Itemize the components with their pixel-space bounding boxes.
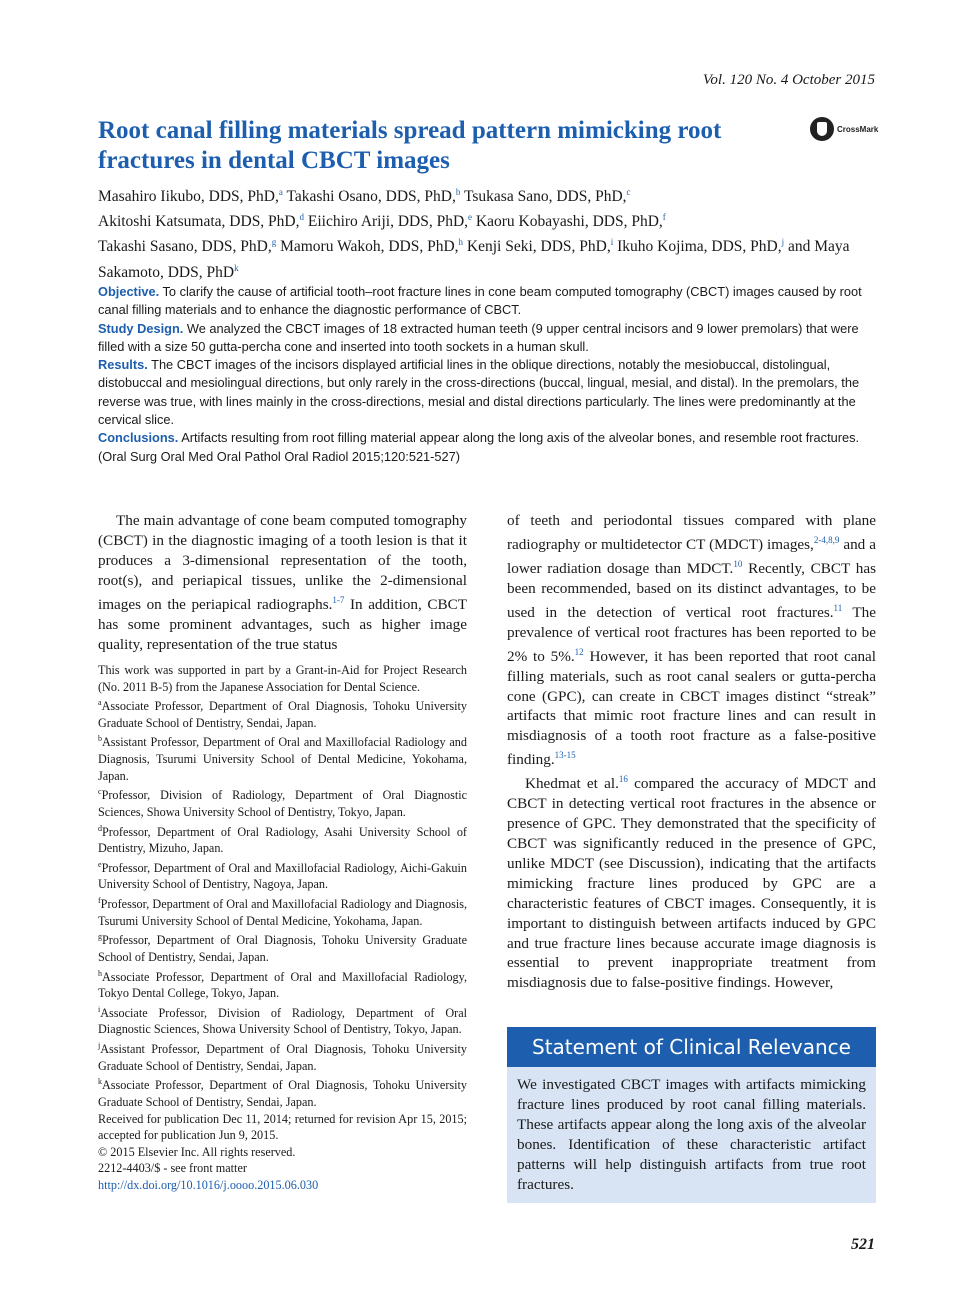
crossmark-label: CrossMark xyxy=(837,124,879,134)
clinical-relevance-text: We investigated CBCT images with artifacts mimicking fracture lines produced by root canal filling materials. These artifacts appear along the long axis of the alveolar bones. Identification of these characteristic artifact patterns will help distinguish artifacts from true root fractures. xyxy=(517,1076,866,1193)
affiliation-note: $^d$Professor, Department of Oral Radiology, Asahi University School of Dentistry, Mizuho, Japan. xyxy=(98,823,467,856)
author: Tsukasa Sano, DDS, PhD,$^c$ xyxy=(463,187,631,206)
article-title: Root canal filling materials spread pattern mimicking root fractures in dental CBCT images xyxy=(98,117,722,174)
funding-note: This work was supported in part by a Grant-in-Aid for Project Research (No. 2011 B-5) from the Japanese Association for Dental Science. xyxy=(98,663,467,694)
affiliation-note: $^h$Associate Professor, Department of Oral and Maxillofacial Radiology, Tokyo Dental College, Tokyo, Japan. xyxy=(98,968,467,1001)
intro-paragraph: The main advantage of cone beam computed tomography (CBCT) in the diagnostic imaging of a tooth lesion is that it produces a 3-dimensional representation of the tooth, root(s), and periapical tissues, unlike the 2-dimensional images on the periapical radiographs.$^{1-7}$ In addition, CBCT has some prominent advantages, such as higher image quality, representation of the true status xyxy=(98,512,468,653)
abstract xyxy=(98,283,876,466)
affiliation-note: $^a$Associate Professor, Department of Oral Diagnosis, Tohoku University Graduate School of Dentistry, Sendai, Japan. xyxy=(98,698,467,730)
intro-paragraph-continued: of teeth and periodontal tissues compared with plane radiography or multidetector CT (MDCT) images,$^{2-4,8,9}$ and a lower radiation dosage than MDCT.$^{10}$ Recently, CBCT has been recommended, based on its distinct advantages, to be used in the detection of vertical root fractures.$^{11}$ The prevalence of vertical root fractures has been reported to be 2% to 5%.$^{12}$ However, it has been reported that root canal filling materials, such as root canal sealers or gutta-percha cone (GPC), can create in CBCT images distinct “streak” artifacts that mimic root fracture lines and can result in misdiagnosis of a tooth root fracture as a false-positive finding.$^{13-15}$ xyxy=(507,512,876,769)
affiliation-note: $^b$Assistant Professor, Department of Oral and Maxillofacial Radiology and Diagnosis, Tsurumi University School of Dental Medicine, Yokohama, Japan. xyxy=(98,734,467,783)
author: Ikuho Kojima, DDS, PhD,$^j$ xyxy=(617,237,785,256)
citation-link[interactable]: 11 xyxy=(833,602,843,613)
journal-citation: Vol. 120 No. 4 October 2015 xyxy=(702,72,875,88)
abstract-conclusions: Conclusions. Artifacts resulting from root filling material appear along the long axis of the alveolar bones, and resemble root fractures. (Oral Surg Oral Med Oral Pathol Oral Radiol 2015;120:521-527) xyxy=(98,430,860,464)
khedmat-paragraph: Khedmat et al.$^{16}$ compared the accuracy of MDCT and CBCT in detecting vertical root fractures in the absence or presence of GPC. They demonstrated that the specificity of CBCT was significantly reduced in the presence of GPC, unlike MDCT (see Discussion), indicating that the artifacts mimicking fracture lines produced by GPC are a characteristic features of CBCT images. Consequently, it is important to distinguish between artifacts induced by GPC and true fracture lines because accurate image diagnosis is essential to prevent inappropriate treatment from misdiagnosis due to false-positive findings. However, xyxy=(507,774,876,992)
clinical-relevance-box xyxy=(507,1027,876,1203)
citation-link[interactable]: 1-7 xyxy=(332,594,345,605)
author: Kenji Seki, DDS, PhD,$^i$ xyxy=(466,237,614,256)
author: Takashi Osano, DDS, PhD,$^b$ xyxy=(286,187,461,206)
citation-link[interactable]: 13-15 xyxy=(554,750,576,761)
author: Masahiro Iikubo, DDS, PhD,$^a$ xyxy=(98,187,283,206)
affiliation-note: $^j$Assistant Professor, Department of Oral Diagnosis, Tohoku University Graduate School of Dentistry, Sendai, Japan. xyxy=(98,1041,467,1073)
author: Akitoshi Katsumata, DDS, PhD,$^d$ xyxy=(98,212,304,231)
issn: 2212-4403/$ - see front matter xyxy=(98,1161,247,1176)
copyright: © 2015 Elsevier Inc. All rights reserved. xyxy=(98,1144,296,1159)
received-dates: Received for publication Dec 11, 2014; returned for revision Apr 15, 2015; accepted for publication Jun 9, 2015. xyxy=(98,1111,467,1143)
affiliation-note: $^g$Professor, Department of Oral Diagnosis, Tohoku University Graduate School of Dentistry, Sendai, Japan. xyxy=(98,932,467,964)
author: Kaoru Kobayashi, DDS, PhD,$^f$ xyxy=(475,212,666,231)
crossmark-badge[interactable] xyxy=(810,117,878,141)
affiliation-note: $^i$Associate Professor, Division of Radiology, Department of Oral Diagnostic Sciences, Showa University School of Dentistry, Tokyo, Japan. xyxy=(98,1004,467,1037)
affiliation-note: $^f$Professor, Department of Oral and Maxillofacial Radiology and Diagnosis, Tsurumi University School of Dental Medicine, Yokohama, Japan. xyxy=(98,896,467,928)
citation-link[interactable]: 12 xyxy=(574,646,584,657)
author: Takashi Sasano, DDS, PhD,$^g$ xyxy=(98,237,277,256)
crossmark-icon xyxy=(810,117,834,141)
abstract-results: Results. The CBCT images of the incisors displayed artificial lines in the oblique directions, notably the mesiobuccal, distolingual, distobuccal and mesiolingual directions, but only rarely in the cross-directions (buccal, lingual, mesial, and distal). In the premolars, the reverse was true, with lines mainly in the cross-directions, mesial and distal directions particularly. The lines were predominantly at the cervical slice. xyxy=(98,357,860,428)
footnotes xyxy=(98,662,467,1194)
clinical-relevance-heading: Statement of Clinical Relevance xyxy=(507,1027,876,1067)
abstract-study-design: Study Design. We analyzed the CBCT images of 18 extracted human teeth (9 upper central incisors and 9 lower premolars) that were filled with a size 50 gutta-percha cone and inserted into tooth sockets in a human skull. xyxy=(98,320,859,354)
citation-link[interactable]: 2-4,8,9 xyxy=(813,534,840,545)
page-number: 521 xyxy=(851,1236,875,1253)
affiliation-note: $^c$Professor, Division of Radiology, Department of Oral Diagnostic Sciences, Showa University School of Dentistry, Tokyo, Japan. xyxy=(98,787,467,819)
abstract-objective: Objective. To clarify the cause of artificial tooth–root fracture lines in cone beam computed tomography (CBCT) images caused by root canal filling materials and to enhance the diagnostic performance of CBCT. xyxy=(98,284,862,318)
author: Eiichiro Ariji, DDS, PhD,$^e$ xyxy=(307,212,473,231)
author: Mamoru Wakoh, DDS, PhD,$^h$ xyxy=(280,237,464,256)
body-right-column xyxy=(507,511,876,993)
author: and Maya Sakamoto, DDS, PhD$^k$ xyxy=(98,238,850,281)
citation-link[interactable]: 10 xyxy=(733,558,743,569)
citation-link[interactable]: 16 xyxy=(618,774,628,785)
affiliation-note: $^e$Professor, Department of Oral and Maxillofacial Radiology, Aichi-Gakuin University School of Dentistry, Nagoya, Japan. xyxy=(98,859,467,892)
author-list xyxy=(98,182,878,283)
doi-link[interactable]: http://dx.doi.org/10.1016/j.oooo.2015.06.030 xyxy=(98,1177,319,1192)
affiliation-note: $^k$Associate Professor, Department of Oral Diagnosis, Tohoku University Graduate School of Dentistry, Sendai, Japan. xyxy=(98,1077,467,1109)
body-left-column xyxy=(98,511,467,654)
